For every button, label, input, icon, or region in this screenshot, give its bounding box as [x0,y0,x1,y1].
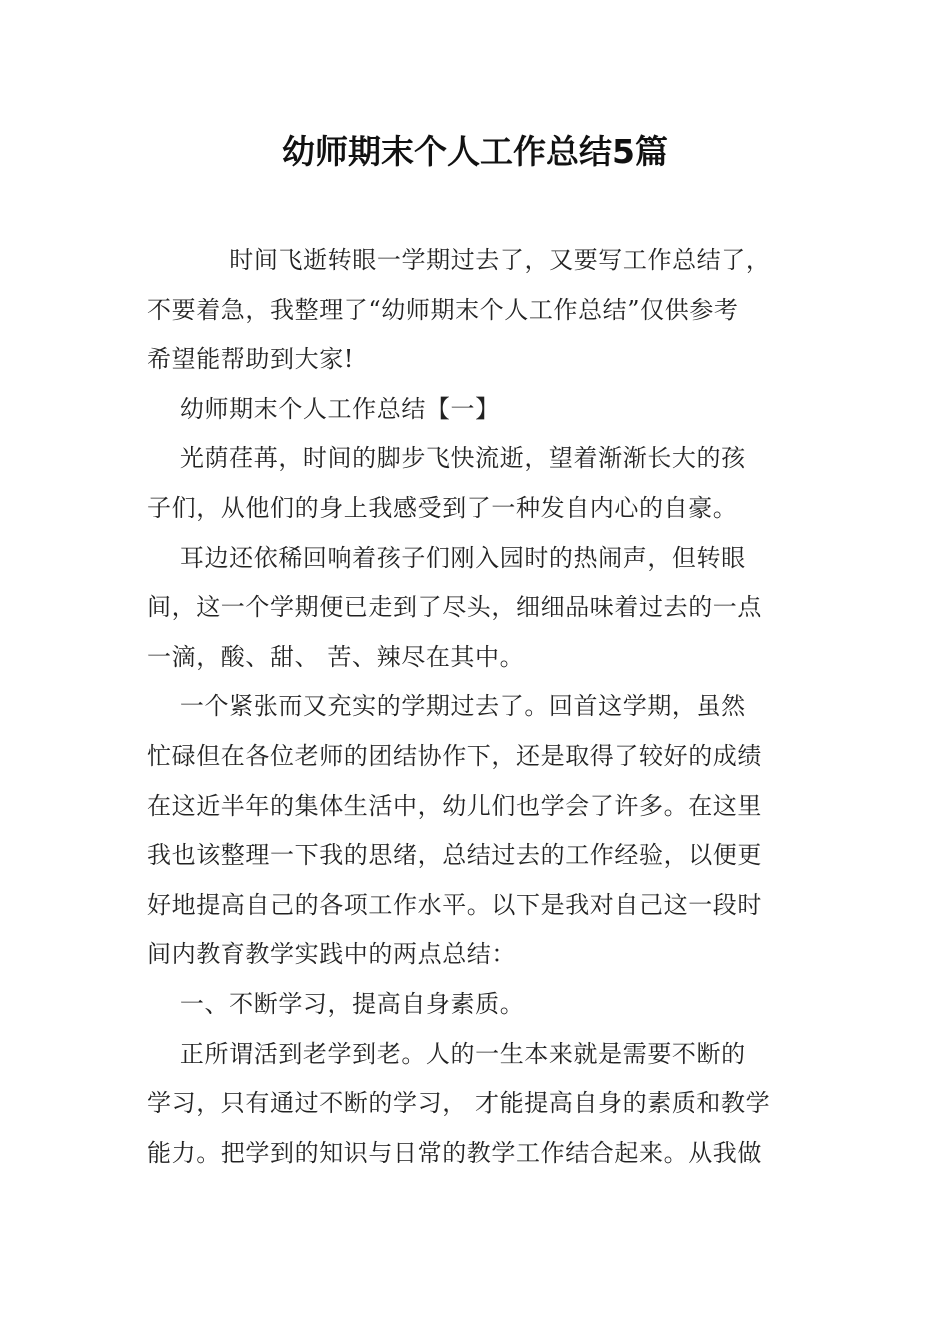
body-line: 在这近半年的集体生活中，幼儿们也学会了许多。在这里 [147,791,762,820]
body-line: 时间飞逝转眼一学期过去了，又要写工作总结了， [147,246,771,274]
body-line: 一滴，酸、甜、 苦、辣尽在其中。 [147,642,525,671]
body-line: 我也该整理一下我的思绪，总结过去的工作经验，以便更 [147,841,762,870]
body-line: 间内教育教学实践中的两点总结： [147,940,516,969]
body-line: 间，这一个学期便已走到了尽头，细细品味着过去的一点 [147,593,762,622]
body-line: 一个紧张而又充实的学期过去了。回首这学期，虽然 [147,692,746,721]
body-line: 学习，只有通过不断的学习， 才能提高自身的素质和教学 [147,1089,771,1118]
body-line: 光荫荏苒，时间的脚步飞快流逝，望着渐渐长大的孩 [147,444,746,473]
body-line: 希望能帮助到大家! [147,345,355,374]
body-line: 耳边还依稀回响着孩子们刚入园时的热闹声，但转眼 [147,543,746,572]
body-line: 好地提高自己的各项工作水平。以下是我对自己这一段时 [147,890,762,919]
body-line: 正所谓活到老学到老。人的一生本来就是需要不断的 [147,1039,746,1068]
section-heading: 幼师期末个人工作总结【一】 [147,394,500,423]
body-line: 子们，从他们的身上我感受到了一种发自内心的自豪。 [147,493,738,522]
document-body [147,236,827,1178]
body-line: 不要着急，我整理了“幼师期末个人工作总结”仅供参考 [147,295,739,324]
document-title: 幼师期末个人工作总结5篇 [282,132,668,171]
body-line: 能力。把学到的知识与日常的教学工作结合起来。从我做 [147,1138,762,1167]
body-line: 忙碌但在各位老师的团结协作下，还是取得了较好的成绩 [147,741,762,770]
subsection-heading: 一、不断学习，提高自身素质。 [147,989,525,1018]
